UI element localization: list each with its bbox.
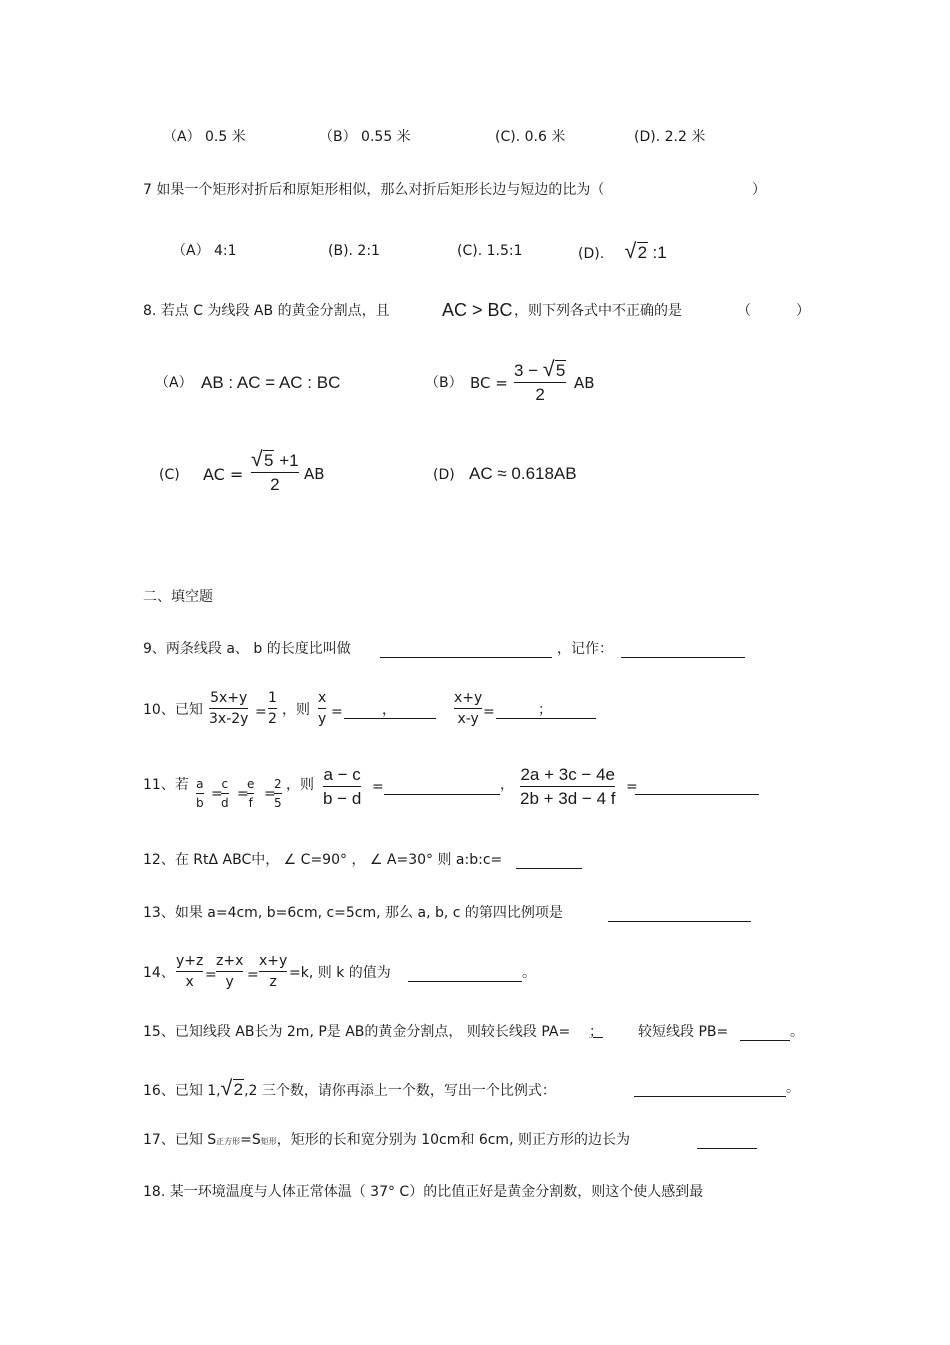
q10-fraction-3 xyxy=(318,691,326,726)
q11-eq-h: = xyxy=(626,779,638,795)
q14-fraction-2 xyxy=(216,954,243,989)
q17-sub-square: 正方形 xyxy=(216,1137,241,1146)
q16-blank[interactable] xyxy=(634,1096,786,1097)
sqrt-symbol: √ 2 xyxy=(220,1076,244,1100)
q17-line xyxy=(143,1133,630,1147)
q8-b-num-rad: 5 xyxy=(555,361,566,380)
q16-line xyxy=(143,1076,556,1100)
q13-blank[interactable] xyxy=(608,921,751,922)
q8-option-c-tail: AB xyxy=(304,465,325,483)
q14-prefix: 14、 xyxy=(143,965,175,981)
q11-comma: ， xyxy=(500,777,514,793)
q11-then: ，则 xyxy=(286,777,314,793)
q7-d-radicand: 2 xyxy=(637,243,648,262)
q12-text: 12、在 RtΔ ABC中， ∠ C=90° ， ∠ A=30° 则 a:b:c= xyxy=(143,852,503,868)
q10-f1-den: 3x-2y xyxy=(209,711,249,727)
q11-eq-3: = xyxy=(264,786,276,802)
q11-blank-2[interactable] xyxy=(635,794,759,795)
q6-option-b: （B） 0.55 米 xyxy=(319,129,411,145)
q6-option-d: (D). 2.2 米 xyxy=(634,129,706,145)
q14-fraction-1 xyxy=(176,954,203,989)
q8-option-c-lhs: AC = xyxy=(203,465,244,484)
q8-c-den: 2 xyxy=(270,475,280,494)
q7-option-d-tail: :1 xyxy=(652,243,667,262)
q10-f3-num: x xyxy=(318,690,327,706)
q10-f4-den: x-y xyxy=(457,711,479,727)
q8-option-a-expr: AB : AC = AC : BC xyxy=(201,373,341,392)
q11-fe-den: f xyxy=(248,796,253,810)
q15-text: 15、已知线段 AB长为 2m, P是 AB的黄金分割点， 则较长线段 PA= xyxy=(143,1024,571,1040)
q11-fe-num: e xyxy=(247,777,255,791)
q16-radicand: 2 xyxy=(233,1080,244,1099)
q9-text: 9、两条线段 a、 b 的长度比叫做 xyxy=(143,641,351,657)
q10-comma: ， xyxy=(382,702,396,718)
q10-f4-num: x+y xyxy=(454,690,483,706)
q7-option-b: (B). 2:1 xyxy=(328,243,380,259)
q14-f3-den: z xyxy=(269,974,277,990)
q10-prefix: 10、已知 xyxy=(143,702,203,718)
q10-fraction-1 xyxy=(209,691,248,726)
q11-fraction-e xyxy=(247,778,254,809)
q8-option-d-label: (D) xyxy=(433,467,455,483)
q18-text: 18. 某一环境温度与人体正常体温（ 37° C）的比值正好是黄金分割数，则这个使人感到最 xyxy=(143,1184,704,1200)
q8-c-num-post: +1 xyxy=(279,451,299,470)
q11-f25-num: 2 xyxy=(274,777,282,791)
q10-f2-num: 1 xyxy=(268,690,277,706)
q8-option-a-label: （A） xyxy=(155,375,193,391)
q11-fc-num: c xyxy=(221,777,229,791)
q10-eq1: = xyxy=(255,704,267,720)
q10-semi: ； xyxy=(538,702,552,718)
q10-blank-2[interactable] xyxy=(496,718,596,719)
q12-blank[interactable] xyxy=(516,868,582,869)
q11-eq-g: = xyxy=(372,779,384,795)
q14-blank[interactable] xyxy=(408,981,522,982)
q17-sub-rect: 矩形 xyxy=(260,1137,277,1146)
q8-b-den: 2 xyxy=(535,385,545,404)
q8-blank-close: ） xyxy=(796,303,810,319)
q11-eq-1: = xyxy=(211,786,223,802)
q17-mid: =S xyxy=(240,1132,261,1148)
q17-blank[interactable] xyxy=(697,1148,757,1149)
q9-sep: ，记作： xyxy=(557,641,613,657)
q14-end: 。 xyxy=(522,965,536,981)
q8-option-c-fraction: √ 5 +1 2 xyxy=(251,447,299,494)
q8-stem-2: ，则下列各式中不正确的是 xyxy=(514,303,682,319)
q14-eq-2: = xyxy=(247,967,259,983)
q14-eq-1: = xyxy=(205,967,217,983)
q11-eq-2: = xyxy=(237,786,249,802)
q14-f1-den: x xyxy=(185,974,194,990)
q7-option-c: (C). 1.5:1 xyxy=(457,243,523,259)
q11-fraction-25 xyxy=(274,778,282,809)
q10-fraction-4 xyxy=(454,691,482,726)
q8-option-b-tail: AB xyxy=(574,374,595,392)
q17-tail: ，矩形的长和宽分别为 10cm和 6cm, 则正方形的边长为 xyxy=(276,1132,630,1148)
q10-f1-num: 5x+y xyxy=(210,690,248,706)
q8-option-b-label: （B） xyxy=(425,375,463,391)
q10-f2-den: 2 xyxy=(268,711,277,727)
q7-close-paren: ） xyxy=(752,182,766,198)
q15-mid: 较短线段 PB= xyxy=(638,1024,729,1040)
q14-f1-num: y+z xyxy=(176,953,204,969)
q7-option-d-label: (D). xyxy=(578,246,605,262)
q8-option-b-fraction: 3 − √ 5 2 xyxy=(514,357,566,404)
q10-fraction-2 xyxy=(268,691,277,726)
q14-f2-num: z+x xyxy=(216,953,244,969)
q14-f2-den: y xyxy=(225,974,234,990)
q15-blank-1[interactable]: ； xyxy=(589,1024,603,1040)
q11-g-den: b − d xyxy=(323,789,362,808)
q10-blank-1[interactable] xyxy=(344,718,436,719)
q8-option-c-label: (C) xyxy=(159,467,180,483)
q16-end: 。 xyxy=(786,1080,800,1096)
q9-blank-1[interactable] xyxy=(380,657,552,658)
q8-c-num-rad: 5 xyxy=(264,451,274,470)
q16-prefix: 16、已知 1, xyxy=(143,1083,221,1099)
q13-text: 13、如果 a=4cm, b=6cm, c=5cm, 那么 a, b, c 的第四比例项是 xyxy=(143,905,563,921)
q8-condition: AC > BC xyxy=(442,300,513,320)
q11-fraction-a xyxy=(196,778,204,809)
q11-fraction-g xyxy=(323,766,361,807)
q11-h-den: 2b + 3d − 4 f xyxy=(520,789,616,808)
q14-f3-num: x+y xyxy=(259,953,288,969)
q11-fa-num: a xyxy=(196,777,204,791)
q8-option-d-expr: AC ≈ 0.618AB xyxy=(469,464,577,483)
q10-f3-den: y xyxy=(318,711,327,727)
q7-option-a: （A） 4:1 xyxy=(172,243,237,259)
q8-option-b-lhs: BC = xyxy=(470,374,508,392)
q11-blank-1[interactable] xyxy=(384,794,500,795)
q15-end: 。 xyxy=(790,1024,804,1040)
q17-prefix: 17、已知 S xyxy=(143,1132,217,1148)
q10-eq2: = xyxy=(331,704,343,720)
q11-h-num: 2a + 3c − 4e xyxy=(520,765,615,784)
q6-option-c: (C). 0.6 米 xyxy=(495,129,566,145)
q7-option-d xyxy=(578,239,667,263)
q8-b-num-pre: 3 − xyxy=(514,361,539,380)
q15-blank-2[interactable] xyxy=(740,1040,790,1041)
q11-g-num: a − c xyxy=(323,765,361,784)
q8-stem-1: 8. 若点 C 为线段 AB 的黄金分割点，且 xyxy=(143,303,390,319)
q8-blank-open: （ xyxy=(737,303,751,319)
q11-prefix: 11、若 xyxy=(143,777,189,793)
q14-tail: =k, 则 k 的值为 xyxy=(289,965,391,981)
q14-fraction-3 xyxy=(259,954,287,989)
q11-fraction-h xyxy=(520,766,615,807)
q7-stem: 7 如果一个矩形对折后和原矩形相似，那么对折后矩形长边与短边的比为（ xyxy=(143,182,605,198)
q10-eq3: = xyxy=(483,704,495,720)
q10-then: ，则 xyxy=(282,702,310,718)
q9-blank-2[interactable] xyxy=(621,657,745,658)
section-title: 二、填空题 xyxy=(143,589,213,605)
q11-fa-den: b xyxy=(196,796,204,810)
q11-fc-den: d xyxy=(221,796,229,810)
sqrt-symbol: √ 2 xyxy=(624,239,648,263)
q11-fraction-c xyxy=(221,778,229,809)
q11-f25-den: 5 xyxy=(274,796,282,810)
q6-option-a: （A） 0.5 米 xyxy=(163,129,246,145)
q16-post: ,2 三个数，请你再添上一个数，写出一个比例式： xyxy=(244,1083,556,1099)
